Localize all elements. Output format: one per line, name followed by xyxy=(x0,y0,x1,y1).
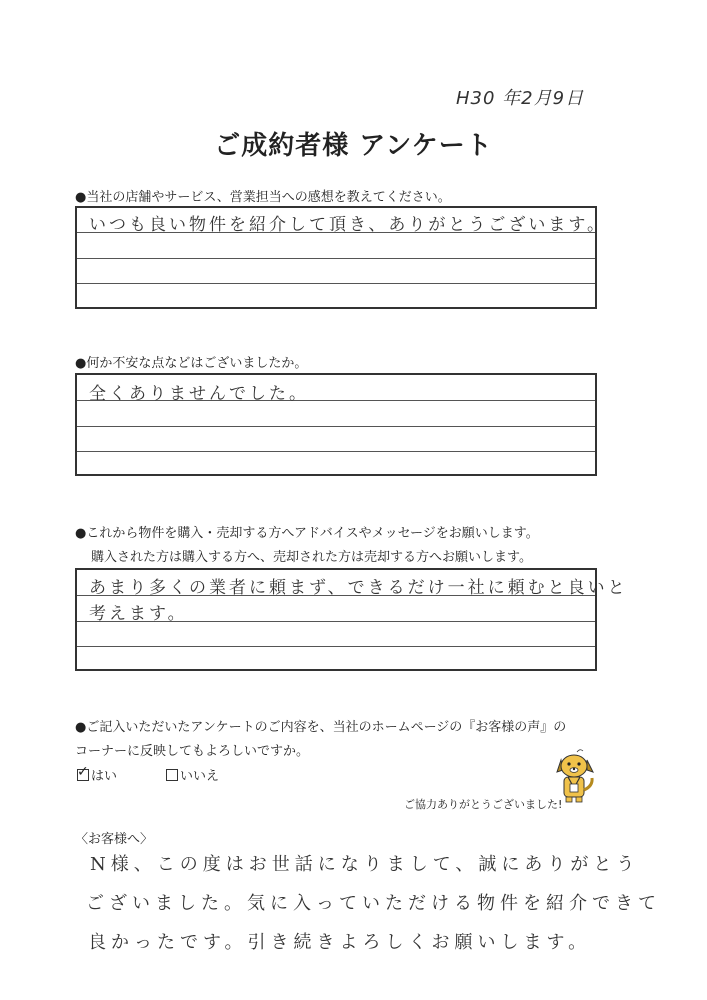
question-4-line-2: コーナーに反映してもよろしいですか。 xyxy=(75,744,310,759)
question-3-line-1: ●これから物件を購入・売却する方へアドバイスやメッセージをお願いします。 xyxy=(75,526,539,541)
thanks-message: ご協力ありがとうございました! xyxy=(404,798,563,811)
answer-box-1 xyxy=(75,206,607,309)
question-3-line-2: 購入された方は購入する方へ、売却された方は売却する方へお願いします。 xyxy=(91,550,532,565)
page-title: ご成約者様 アンケート xyxy=(214,131,493,161)
ruled-line xyxy=(77,258,595,259)
ruled-line xyxy=(77,426,595,427)
question-2: ●何か不安な点などはございましたか。 xyxy=(75,356,308,371)
message-line-2: ございました。気に入っていただける物件を紹介できて xyxy=(86,893,661,914)
ruled-line xyxy=(77,283,595,284)
answer-1-text: いつも良い物件を紹介して頂き、ありがとうございます。 xyxy=(89,215,607,235)
to-customer-heading: 〈お客様へ〉 xyxy=(75,832,154,847)
option-no[interactable] xyxy=(166,765,219,784)
question-1: ●当社の店舗やサービス、営業担当への感想を教えてください。 xyxy=(75,190,451,205)
answer-box-3 xyxy=(75,568,628,671)
answer-3-text-line-2: 考えます。 xyxy=(89,604,188,624)
question-4-line-1: ●ご記入いただいたアンケートのご内容を、当社のホームページの『お客様の声』の xyxy=(75,720,567,735)
answer-2-text: 全くありませんでした。 xyxy=(89,384,309,404)
date: H30 年2月9日 xyxy=(456,88,585,109)
message-line-3: 良かったです。引き続きよろしくお願いします。 xyxy=(88,932,592,953)
no-checkbox[interactable] xyxy=(166,769,178,781)
answer-3-text-line-1: あまり多くの業者に頼まず、できるだけ一社に頼むと良いと xyxy=(89,578,628,598)
ruled-line xyxy=(77,451,595,452)
option-yes-label: はい xyxy=(91,769,118,784)
ruled-line xyxy=(77,646,595,647)
yes-checkbox[interactable] xyxy=(77,764,89,781)
message-line-1: N様、この度はお世話になりまして、誠にありがとう xyxy=(90,854,640,875)
checkmark-icon: ✓ xyxy=(77,764,89,780)
option-no-label: いいえ xyxy=(180,769,220,784)
answer-box-2 xyxy=(75,373,597,476)
option-yes[interactable] xyxy=(77,765,117,784)
